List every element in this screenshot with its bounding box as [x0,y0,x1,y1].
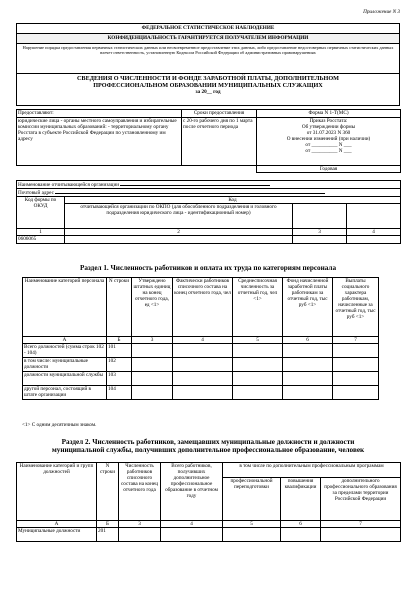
s1-letter-5: 5 [233,337,283,344]
s1-row-name: в том числе: муниципальные должности [23,358,107,372]
section2-table [16,462,401,542]
s1-cell[interactable] [283,386,333,400]
col-num-2: 2 [65,229,293,236]
s1-cell[interactable] [233,344,283,358]
order-block [257,118,401,166]
s1-cell[interactable] [283,358,333,372]
s2-letter-6: 6 [281,521,321,528]
organization-table [16,180,401,244]
s1-cell[interactable] [333,386,379,400]
s1-cell[interactable] [283,372,333,386]
s2-header-abroad: дополнительного профессионального образования за пределами территории Российской Федерации [321,478,401,521]
spacer-cell [182,166,257,173]
header-table [16,23,400,106]
s2-row-name: Муниципальные должности [17,528,97,542]
stat-title: ФЕДЕРАЛЬНОЕ СТАТИСТИЧЕСКОЕ НАБЛЮДЕНИЕ [17,24,400,34]
order-line-2: Об утверждении формы [301,124,356,130]
footnote: <1> С одним десятичным знаком. [22,422,97,428]
deadline-text: с 20-го рабочего дня по 1 марта после отчетного периода [182,118,257,166]
s1-header-num: N строки [107,278,132,337]
s2-header-total: Всего работников, получивших дополнительное профессиональное образование в отчетном году [161,463,223,521]
section2-title [16,438,400,455]
s1-row-name: Всего должностей (сумма строк 102 - 104) [23,344,107,358]
section2-title-line-2: муниципальной службы, получивших дополнительное профессиональное образование, человек [51,446,365,455]
section2-title-line-1: Раздел 2. Численность работников, замещавших муниципальные должности и должности [61,438,355,446]
s2-header-payroll: Численность работников списочного состава на конец отчетного года [119,463,161,521]
s2-letter-b: Б [97,521,119,528]
s2-header-retraining: профессиональной переподготовки [223,478,281,521]
s1-letter-a: А [23,337,107,344]
order-line-5: от __________ N ___ [305,142,352,148]
s1-header-col3: Утверждено штатных единиц на конец отчетного года, ед <1> [132,278,173,337]
s1-letter-3: 3 [132,337,173,344]
s1-cell[interactable] [132,372,173,386]
s1-header-col4: Фактически работников списочного состава на конец отчетного года, чел [173,278,233,337]
table-row [23,386,379,400]
org-name-label: Наименование отчитывающейся организации [18,182,120,188]
s1-row-num: 103 [107,372,132,386]
code-cell-3 [293,204,347,229]
s1-letter-4: 4 [173,337,233,344]
s2-cell[interactable] [223,528,281,542]
s1-cell[interactable] [173,344,233,358]
org-name-field[interactable] [17,181,401,189]
confidential-banner: КОНФИДЕНЦИАЛЬНОСТЬ ГАРАНТИРУЕТСЯ ПОЛУЧАТЕЛЕМ ИНФОРМАЦИИ [17,34,400,44]
order-line-6: от __________ N ___ [305,148,352,154]
s2-letter-7: 7 [321,521,401,528]
submission-table [16,109,401,173]
providers-text: юридические лица - органы местного самоуправления и избирательные комиссии муниципальных образований: - территориальному органу Росстата в субъекте Российской Федерации по установленному им адресу [17,118,182,166]
s1-cell[interactable] [233,372,283,386]
spacer-cell [17,166,182,173]
s1-cell[interactable] [333,358,379,372]
s1-cell[interactable] [173,372,233,386]
s1-row-num: 101 [107,344,132,358]
s2-letter-5: 5 [223,521,281,528]
col-num-3: 3 [293,229,347,236]
deadline-header: Сроки предоставления [182,110,257,118]
org-name-line [120,181,270,186]
warning-text: Нарушение порядка предоставления первичных статистических данных или несвоевременное предоставление этих данных, либо предоставление недостоверных первичных статистических данных влечет ответственность, установленную Кодексом Российской Федерации об административных правонарушениях [17,44,400,74]
s2-cell[interactable] [119,528,161,542]
table-row [23,344,379,358]
s2-header-qualification: повышения квалификации [281,478,321,521]
section1-table [22,277,379,400]
order-line-4: О внесении изменений (при наличии) [286,136,371,142]
s2-letter-3: 3 [119,521,161,528]
order-line-1: Приказ Росстата: [309,118,348,124]
s1-cell[interactable] [333,344,379,358]
s1-row-num: 102 [107,358,132,372]
s1-cell[interactable] [132,358,173,372]
s1-row-num: 104 [107,386,132,400]
s1-header-col6: Фонд начисленной заработной платы работникам за отчетный год, тыс руб <1> [283,278,333,337]
okud-code: 0606065 [17,236,65,244]
s1-letter-b: Б [107,337,132,344]
s1-row-name: другой персонал, состоящий в штате организации [23,386,107,400]
appendix-label: Приложение N 3 [363,9,400,15]
s1-letter-7: 7 [333,337,379,344]
s2-cell[interactable] [281,528,321,542]
s2-cell[interactable] [321,528,401,542]
providers-header: Предоставляют: [17,110,182,118]
address-label: Почтовый адрес [18,190,54,196]
okud-label: Код формы по ОКУД [17,197,65,229]
s1-cell[interactable] [233,358,283,372]
form-number: Форма N 1-Т(МС) [257,110,401,118]
periodicity: Годовая [257,166,401,173]
form-title-block [17,74,400,106]
s1-row-name: должности муниципальной службы [23,372,107,386]
s1-header-col5: Среднесписочная численность за отчетный год, чел <1> [233,278,283,337]
okpo-label: отчитывающейся организации по ОКПО (для обособленного подразделения и головного подразделения юридического лица - идентификационный номер) [65,204,293,229]
s1-cell[interactable] [333,372,379,386]
s1-cell[interactable] [132,344,173,358]
form-title-line-2: ПРОФЕССИОНАЛЬНОМ ОБРАЗОВАНИИ МУНИЦИПАЛЬНЫХ СЛУЖАЩИХ [93,82,323,90]
col-num-1: 1 [17,229,65,236]
s2-letter-a: А [17,521,97,528]
col-num-4: 4 [347,229,401,236]
s1-cell[interactable] [283,344,333,358]
s1-cell[interactable] [233,386,283,400]
order-line-3: от 31.07.2023 N 360 [306,130,351,136]
table-row [23,372,379,386]
table-row [23,358,379,372]
s2-cell[interactable] [161,528,223,542]
s2-header-name: Наименование категорий и групп должностей [17,463,97,521]
s2-letter-4: 4 [161,521,223,528]
s2-row-num: 201 [97,528,119,542]
address-field[interactable] [17,189,401,197]
table-row [17,528,401,542]
okpo-value-cell[interactable] [65,236,293,244]
s1-header-col7: Выплаты социального характера работникам, начисленные за отчетный год, тыс руб <1> [333,278,379,337]
code-cell-4 [347,204,401,229]
s1-cell[interactable] [173,358,233,372]
s1-letter-6: 6 [283,337,333,344]
address-line [55,189,325,194]
code-value-3[interactable] [293,236,347,244]
form-year: за 20__ год [195,89,221,96]
section1-title: Раздел 1. Численность работников и оплата их труда по категориям персонала [79,264,337,272]
s1-cell[interactable] [132,386,173,400]
code-value-4[interactable] [347,236,401,244]
s2-header-num: N строки [97,463,119,521]
form-title-line-1: СВЕДЕНИЯ О ЧИСЛЕННОСТИ И ФОНДЕ ЗАРАБОТНОЙ ПЛАТЫ, ДОПОЛНИТЕЛЬНОМ [76,75,340,82]
s1-cell[interactable] [173,386,233,400]
code-label: Код [65,197,401,204]
s1-header-name: Наименование категорий персонала [23,278,107,337]
s2-header-programs: в том числе по дополнительным профессиональным программам [223,463,401,478]
